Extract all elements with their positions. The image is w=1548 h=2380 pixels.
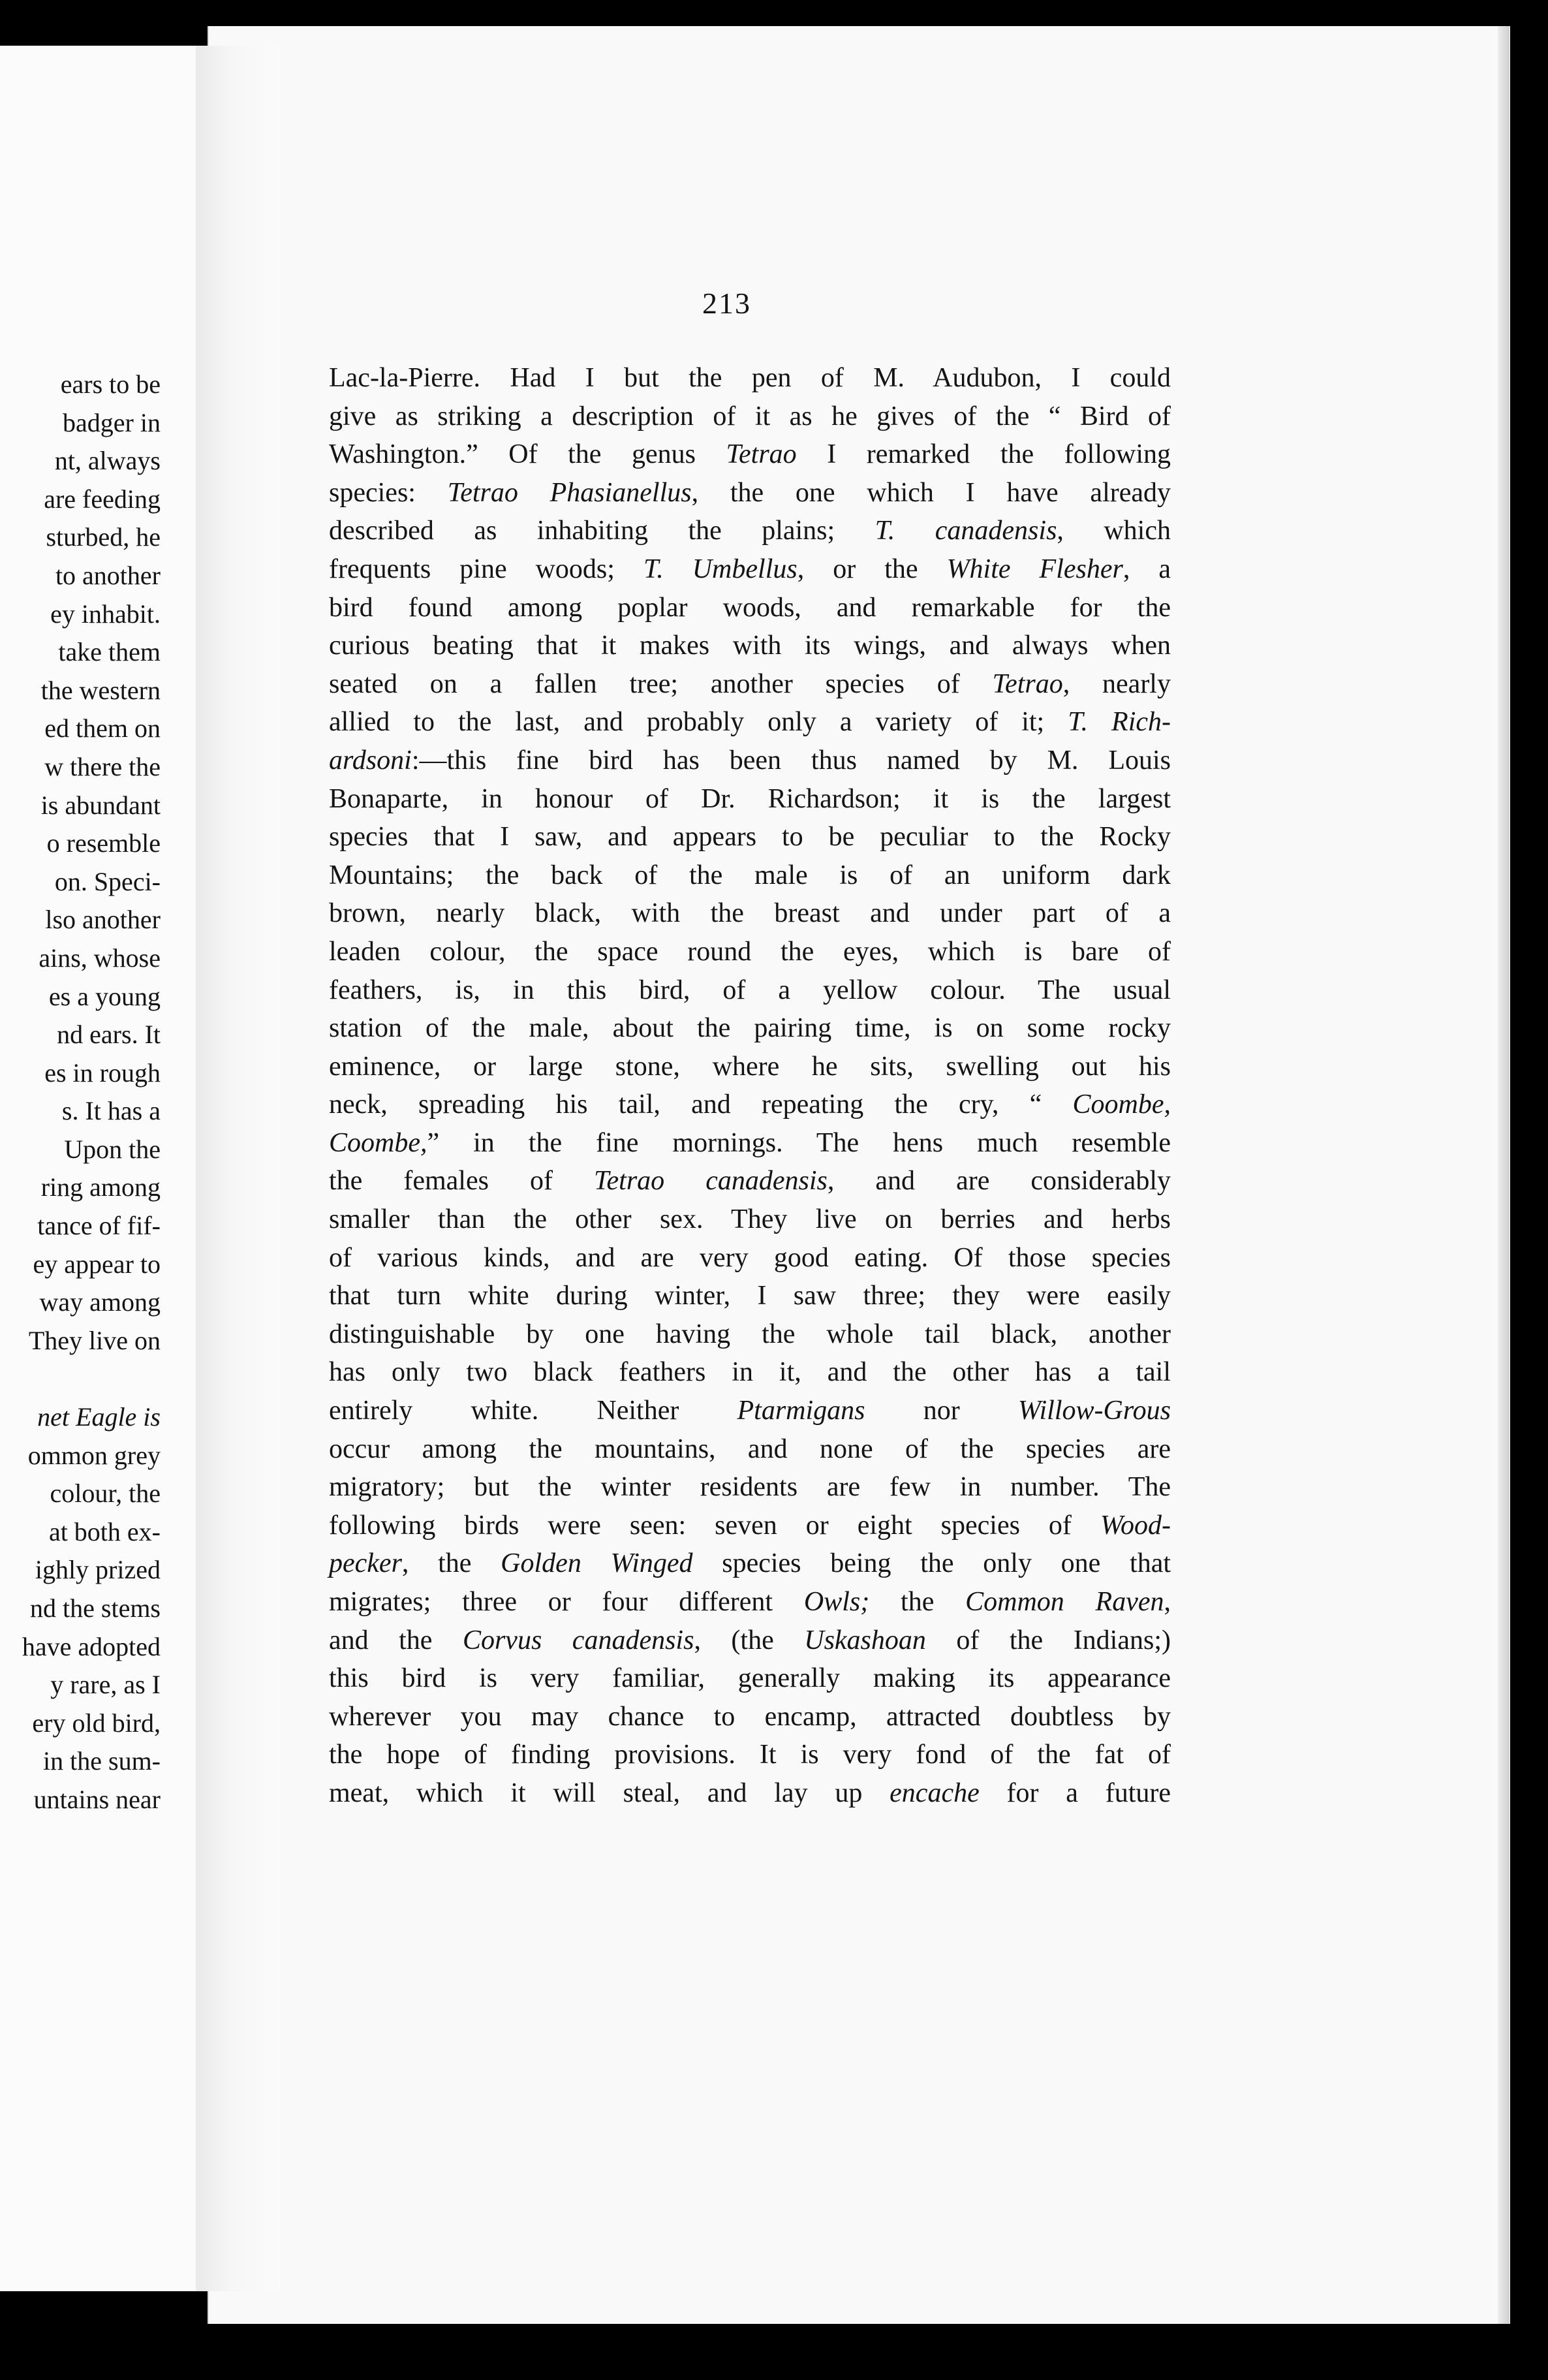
text-line: smaller than the other sex. They live on berries and herbs [329, 1204, 1171, 1235]
left-line: colour, the [50, 1479, 161, 1509]
left-line: ey inhabit. [50, 599, 161, 629]
text-line: described as inhabiting the plains; T. canadensis, which [329, 516, 1171, 546]
left-line: w there the [44, 751, 161, 781]
left-line: ey appear to [33, 1249, 161, 1279]
left-line: ears to be [60, 369, 161, 399]
text-line: neck, spreading his tail, and repeating the cry, “ Coombe, [329, 1089, 1171, 1120]
left-line: ommon grey [27, 1440, 161, 1470]
text-line: ardsoni:—this fine bird has been thus named by M. Louis [329, 745, 1171, 775]
text-line: species: Tetrao Phasianellus, the one which I have already [329, 477, 1171, 508]
left-line: tance of fif- [37, 1211, 161, 1241]
text-line: seated on a fallen tree; another species of Tetrao, nearly [329, 668, 1171, 699]
text-line: give as striking a description of it as he gives of the “ Bird of [329, 401, 1171, 431]
text-line: leaden colour, the space round the eyes, which is bare of [329, 936, 1171, 967]
left-page [0, 46, 208, 2291]
text-line: of various kinds, and are very good eating. Of those species [329, 1242, 1171, 1273]
left-line: es in rough [44, 1057, 161, 1088]
text-line: bird found among poplar woods, and remarkable for the [329, 592, 1171, 623]
left-line: untains near [33, 1784, 161, 1814]
text-line: distinguishable by one having the whole tail black, another [329, 1319, 1171, 1349]
text-line: wherever you may chance to encamp, attracted doubtless by [329, 1701, 1171, 1732]
text-line: feathers, is, in this bird, of a yellow colour. The usual [329, 975, 1171, 1005]
text-line: station of the male, about the pairing time, is on some rocky [329, 1013, 1171, 1044]
text-line: migratory; but the winter residents are few in number. The [329, 1472, 1171, 1503]
text-line: frequents pine woods; T. Umbellus, or the White Flesher, a [329, 554, 1171, 584]
left-line: y rare, as I [50, 1670, 161, 1700]
left-line: are feeding [44, 484, 161, 514]
text-line: occur among the mountains, and none of the species are [329, 1433, 1171, 1464]
left-line: nt, always [54, 446, 161, 476]
left-line: sturbed, he [46, 522, 161, 552]
text-line: curious beating that it makes with its wings, and always when [329, 631, 1171, 661]
text-line: the hope of finding provisions. It is very fond of the fat of [329, 1740, 1171, 1770]
left-line: o resemble [46, 828, 161, 858]
text-line: that turn white during winter, I saw three; they were easily [329, 1281, 1171, 1311]
left-line: es a young [48, 981, 161, 1011]
left-line: ains, whose [39, 943, 161, 973]
text-line: Washington.” Of the genus Tetrao I remarked the following [329, 439, 1171, 470]
text-line: and the Corvus canadensis, (the Uskashoan of the Indians;) [329, 1625, 1171, 1655]
text-line: Coombe,” in the fine mornings. The hens much resemble [329, 1127, 1171, 1158]
left-line-italic: net Eagle is [37, 1402, 161, 1432]
left-line: ery old bird, [32, 1708, 161, 1738]
left-line: They live on [28, 1325, 161, 1355]
left-line: take them [58, 637, 161, 667]
book-gutter [196, 46, 281, 2291]
left-line: way among [39, 1287, 161, 1317]
text-line: brown, nearly black, with the breast and under part of a [329, 898, 1171, 929]
page-number: 213 [702, 287, 751, 320]
left-line: at both ex- [48, 1516, 161, 1546]
text-line: Bonaparte, in honour of Dr. Richardson; it is the largest [329, 783, 1171, 814]
left-line: Upon the [64, 1134, 161, 1164]
left-line: nd the stems [30, 1593, 161, 1623]
body-text [329, 359, 1171, 1813]
text-line: has only two black feathers in it, and the other has a tail [329, 1357, 1171, 1388]
left-line: ring among [40, 1172, 161, 1202]
left-line: have adopted [22, 1631, 161, 1661]
left-line: to another [55, 560, 161, 590]
left-line: ed them on [44, 713, 161, 744]
left-line: s. It has a [61, 1096, 161, 1126]
left-line [0, 1360, 161, 1398]
text-line: this bird is very familiar, generally making its appearance [329, 1663, 1171, 1694]
text-line: allied to the last, and probably only a variety of it; T. Rich- [329, 707, 1171, 738]
text-line: meat, which it will steal, and lay up encache for a future [329, 1777, 1171, 1808]
left-line: the western [40, 675, 161, 705]
text-line: migrates; three or four different Owls; the Common Raven, [329, 1587, 1171, 1617]
left-line: is abundant [40, 790, 161, 820]
left-line: in the sum- [43, 1746, 161, 1776]
left-page-text [0, 366, 161, 1819]
left-line: badger in [63, 407, 161, 437]
left-line: ighly prized [35, 1555, 161, 1585]
left-line: nd ears. It [57, 1020, 161, 1050]
text-line: following birds were seen: seven or eight species of Wood- [329, 1510, 1171, 1541]
left-line: on. Speci- [54, 866, 161, 896]
text-line: eminence, or large stone, where he sits, swelling out his [329, 1051, 1171, 1082]
text-line: entirely white. Neither Ptarmigans nor Willow-Grous [329, 1396, 1171, 1426]
text-line: species that I saw, and appears to be peculiar to the Rocky [329, 822, 1171, 853]
text-line: pecker, the Golden Winged species being the only one that [329, 1548, 1171, 1579]
page-edge [1498, 26, 1509, 2324]
text-line: Mountains; the back of the male is of an uniform dark [329, 860, 1171, 890]
text-line: Lac-la-Pierre. Had I but the pen of M. Audubon, I could [329, 363, 1171, 393]
left-line: lso another [45, 905, 161, 935]
text-line: the females of Tetrao canadensis, and are considerably [329, 1166, 1171, 1197]
